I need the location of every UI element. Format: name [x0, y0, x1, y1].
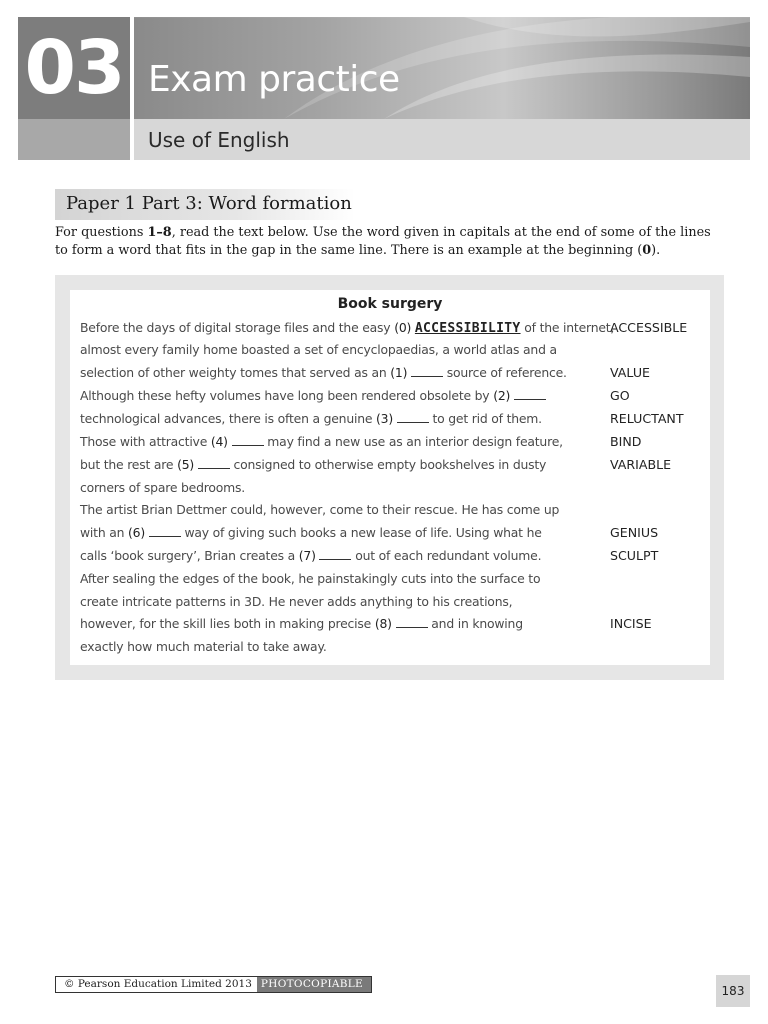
passage-line: [80, 502, 600, 517]
page-number: 183: [716, 975, 750, 1007]
passage-text: corners of spare bedrooms.: [80, 480, 246, 495]
keyword-capitals: VARIABLE: [610, 457, 672, 472]
passage-line: [80, 525, 600, 540]
passage-line: [80, 594, 600, 609]
keyword-capitals: GENIUS: [610, 525, 659, 540]
instruction-text: ).: [651, 243, 661, 258]
question-number: (0): [394, 320, 412, 335]
passage-text: however, for the skill lies both in making precise: [80, 616, 375, 631]
question-number: (8): [374, 616, 392, 631]
answer-gap[interactable]: [149, 526, 181, 537]
passage-text: technological advances, there is often a genuine: [80, 411, 377, 426]
keyword-capitals: ACCESSIBLE: [610, 320, 688, 335]
section-title: Paper 1 Part 3: Word formation: [66, 193, 352, 214]
passage-line: [80, 571, 600, 586]
passage-line: [80, 548, 600, 563]
unit-number-tab: [18, 119, 130, 160]
passage-text: Before the days of digital storage files and the easy: [80, 320, 395, 335]
answer-gap[interactable]: [198, 458, 230, 469]
header-banner: [134, 17, 750, 119]
copyright-notice: [55, 976, 372, 993]
passage-line: [80, 388, 600, 403]
copyright-text: © Pearson Education Limited 2013: [56, 977, 257, 992]
question-number: (6): [128, 525, 145, 540]
passage-text: and in knowing: [427, 616, 523, 631]
passage-line: [80, 480, 600, 495]
passage-text: The artist Brian Dettmer could, however, come to their rescue. He has come up: [80, 502, 560, 517]
passage-text: of the internet,: [520, 320, 615, 335]
keyword-capitals: BIND: [610, 434, 642, 449]
example-answer: ACCESSIBILITY: [414, 321, 521, 336]
passage-text: Although these hefty volumes have long been rendered obsolete by: [80, 388, 494, 403]
question-number: (2): [493, 388, 511, 403]
passage-text: may find a new use as an interior design feature,: [263, 434, 563, 449]
passage-line: [80, 457, 600, 472]
passage-line: [80, 434, 600, 449]
keyword-capitals: INCISE: [610, 616, 652, 631]
section-heading: [55, 189, 355, 220]
passage-line: [80, 616, 600, 631]
question-number: (5): [177, 457, 195, 472]
passage-text: Those with attractive: [80, 434, 211, 449]
photocopiable-label: PHOTOCOPIABLE: [257, 977, 371, 992]
question-number: (7): [298, 548, 316, 563]
instruction-text: , read the text below. Use the word given in capitals at the end of some of the lines to form a word that fits in the gap in the same line. There is an example at the beginning (: [55, 225, 711, 258]
passage-text: with an: [80, 525, 129, 540]
question-number: (3): [376, 411, 393, 426]
passage-text: almost every family home boasted a set of encyclopaedias, a world atlas and a: [80, 342, 557, 357]
passage-text: create intricate patterns in 3D. He never adds anything to his creations,: [80, 594, 513, 609]
passage-text: out of each redundant volume.: [351, 548, 542, 563]
unit-number: 03: [18, 17, 130, 119]
answer-gap[interactable]: [232, 435, 264, 446]
passage-text: exactly how much material to take away.: [80, 639, 327, 654]
keyword-capitals: SCULPT: [610, 548, 659, 563]
instructions: [55, 224, 720, 260]
passage-text: to get rid of them.: [428, 411, 542, 426]
instruction-question-range: 1–8: [147, 225, 172, 240]
page-subtitle: Use of English: [148, 128, 290, 152]
passage-text: but the rest are: [80, 457, 178, 472]
passage-text: source of reference.: [442, 365, 567, 380]
instruction-example-number: 0: [642, 243, 652, 258]
passage-line: [80, 639, 600, 654]
keyword-capitals: VALUE: [610, 365, 650, 380]
answer-gap[interactable]: [411, 366, 443, 377]
page-subtitle-bar: [134, 119, 750, 160]
passage-text: calls ‘book surgery’, Brian creates a: [80, 548, 299, 563]
answer-gap[interactable]: [319, 549, 351, 560]
question-number: (1): [390, 365, 408, 380]
answer-gap[interactable]: [397, 412, 429, 423]
passage-line: [80, 320, 615, 336]
passage-text: selection of other weighty tomes that served as an: [80, 365, 391, 380]
passage-line: [80, 342, 600, 357]
passage-line: [80, 365, 600, 380]
passage-text: After sealing the edges of the book, he painstakingly cuts into the surface to: [80, 571, 541, 586]
passage-box: [70, 290, 710, 665]
page-title: Exam practice: [148, 59, 400, 100]
passage-text: way of giving such books a new lease of life. Using what he: [180, 525, 542, 540]
instruction-text: For questions: [55, 225, 148, 240]
passage-text: consigned to otherwise empty bookshelves in dusty: [229, 457, 547, 472]
keyword-capitals: RELUCTANT: [610, 411, 684, 426]
answer-gap[interactable]: [514, 389, 546, 400]
answer-gap[interactable]: [396, 617, 428, 628]
keyword-capitals: GO: [610, 388, 630, 403]
passage-title: Book surgery: [337, 296, 443, 312]
question-number: (4): [210, 434, 228, 449]
passage-line: [80, 411, 600, 426]
